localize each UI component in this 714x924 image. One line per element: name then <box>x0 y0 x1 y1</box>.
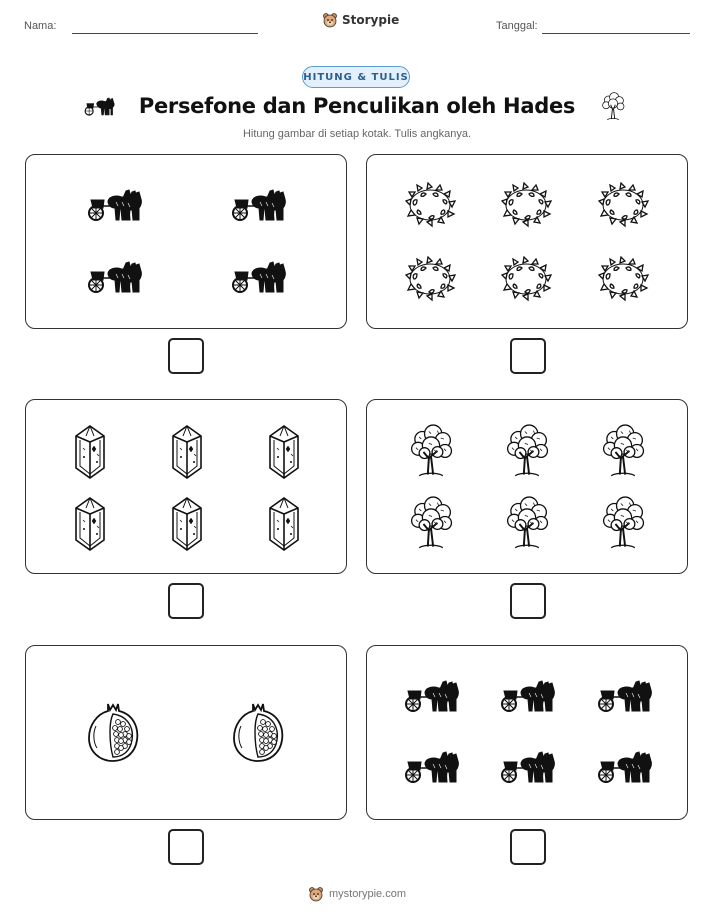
name-field[interactable] <box>72 33 258 34</box>
crystal-icon <box>169 424 205 480</box>
chariot-icon <box>500 748 556 788</box>
answer-box-1[interactable] <box>168 338 204 374</box>
chariot-icon <box>597 748 653 788</box>
chariot-icon <box>231 258 287 298</box>
bear-mascot-icon <box>308 886 324 902</box>
brand-name: Storypie <box>342 13 400 27</box>
laurel-wreath-icon <box>499 182 553 228</box>
laurel-wreath-icon <box>596 256 650 302</box>
date-label: Tanggal: <box>496 20 538 32</box>
chariot-icon <box>87 258 143 298</box>
laurel-wreath-icon <box>403 256 457 302</box>
chariot-icon <box>87 186 143 226</box>
pomegranate-icon <box>229 700 287 764</box>
crystal-icon <box>169 496 205 552</box>
name-label: Nama: <box>24 20 57 32</box>
chariot-icon <box>500 677 556 717</box>
tree-icon <box>598 496 648 552</box>
answer-box-3[interactable] <box>168 583 204 619</box>
activity-badge: HITUNG & TULIS <box>302 66 410 88</box>
tree-icon <box>598 424 648 480</box>
tree-icon <box>406 424 456 480</box>
bear-mascot-icon <box>322 12 338 28</box>
footer-url[interactable]: mystorypie.com <box>328 888 407 900</box>
answer-box-5[interactable] <box>168 829 204 865</box>
page-title: Persefone dan Penculikan oleh Hades <box>138 94 576 118</box>
crystal-icon <box>72 424 108 480</box>
answer-box-2[interactable] <box>510 338 546 374</box>
crystal-icon <box>266 496 302 552</box>
tree-icon <box>502 424 552 480</box>
brand-logo <box>322 12 399 28</box>
laurel-wreath-icon <box>403 182 457 228</box>
chariot-icon <box>231 186 287 226</box>
answer-box-4[interactable] <box>510 583 546 619</box>
footer <box>0 886 714 902</box>
count-panel-6 <box>366 645 688 820</box>
instruction-text: Hitung gambar di setiap kotak. Tulis angkanya. <box>242 128 472 140</box>
chariot-icon <box>404 677 460 717</box>
tree-icon <box>502 496 552 552</box>
chariot-icon <box>84 96 116 118</box>
date-field[interactable] <box>542 33 690 34</box>
pomegranate-icon <box>84 700 142 764</box>
count-panel-5 <box>25 645 347 820</box>
chariot-icon <box>597 677 653 717</box>
count-panel-2 <box>366 154 688 329</box>
answer-box-6[interactable] <box>510 829 546 865</box>
laurel-wreath-icon <box>499 256 553 302</box>
crystal-icon <box>266 424 302 480</box>
chariot-icon <box>404 748 460 788</box>
crystal-icon <box>72 496 108 552</box>
tree-icon <box>600 92 626 122</box>
count-panel-1 <box>25 154 347 329</box>
tree-icon <box>406 496 456 552</box>
laurel-wreath-icon <box>596 182 650 228</box>
